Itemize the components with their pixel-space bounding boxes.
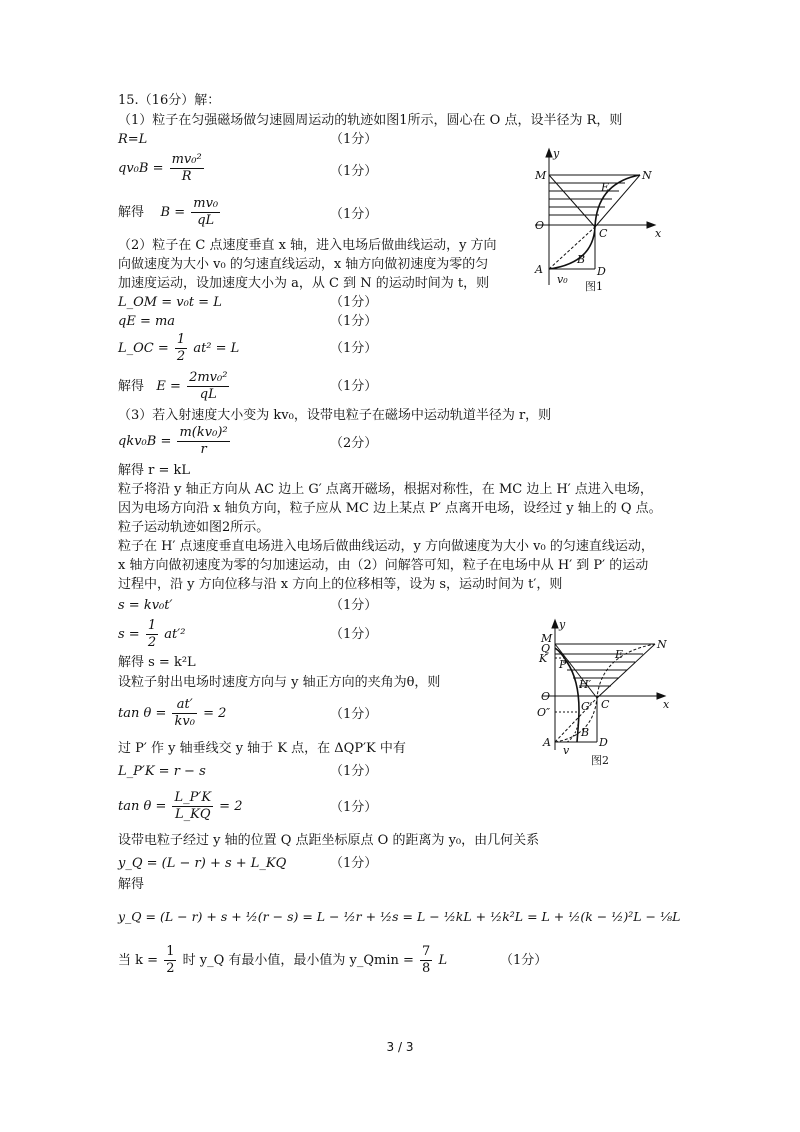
fig2-label: A — [543, 736, 551, 749]
problem-header: 15.（16分）解： — [118, 93, 221, 108]
part3-para-1: 粒子将沿 y 轴正方向从 AC 边上 G′ 点离开磁场，根据对称性，在 MC 边上 H′ 点进入电场， — [118, 482, 653, 497]
mark: （1分） — [330, 295, 378, 310]
line-NC — [597, 644, 655, 698]
fig2-label: M — [541, 632, 553, 645]
fig1-label: E — [601, 181, 610, 194]
part2-eq2: qE = ma — [118, 314, 176, 329]
figure-1 — [515, 145, 675, 295]
fig2-label: P′ — [559, 658, 569, 671]
fig1-caption: 图1 — [585, 280, 603, 293]
mark: （1分） — [330, 379, 378, 394]
fig1-label: O — [535, 219, 545, 232]
part2-solve-E: 解得 E = $\frac{\text{2mv₀²}}{qL}$ — [118, 370, 228, 402]
part3-eq6: tan θ = $\frac{L\_P'K}{L\_KQ}$ = 2 — [118, 790, 243, 822]
fig2-label: v — [563, 744, 570, 757]
part3-eq8: y_Q = (L − r) + s + ½(r − s) = L − ½r + ½s = L − ½kL + ½k²L = L + ½(k − ½)²L − ⅛L — [118, 909, 681, 924]
fig2-label: x — [663, 698, 670, 711]
part3-eq7: y_Q = (L − r) + s + L_KQ — [118, 856, 287, 871]
fig2-label: N — [657, 638, 667, 651]
fig2-label: B — [581, 726, 590, 739]
part2-eq1: L_OM = v₀t = L — [118, 295, 222, 310]
part3-solve-s: 解得 s = k²L — [118, 655, 196, 670]
mark: （1分） — [330, 132, 378, 147]
mark: （1分） — [330, 707, 378, 722]
part1-intro: （1）粒子在匀强磁场做匀速圆周运动的轨迹如图1所示，圆心在 O 点，设半径为 R，则 — [118, 113, 623, 128]
fig1-label: C — [599, 227, 608, 240]
part3-eq3: s = $\frac{1}{2}$ at′² — [118, 618, 186, 650]
part3-para-7: 设粒子射出电场时速度方向与 y 轴正方向的夹角为θ，则 — [118, 675, 441, 690]
part3-para-4: 粒子在 H′ 点速度垂直电场进入电场后做曲线运动，y 方向做速度为大小 v₀ 的匀速直线运动， — [118, 539, 654, 554]
fig1-label: M — [535, 169, 547, 182]
part3-eq2: s = kv₀t′ — [118, 598, 173, 613]
fig1-label: N — [642, 169, 652, 182]
fig2-caption: 图2 — [591, 754, 609, 767]
part3-para-3: 粒子运动轨迹如图2所示。 — [118, 520, 270, 535]
fig2-label: C — [601, 698, 610, 711]
fig1-label: v₀ — [557, 273, 568, 286]
mark: （1分） — [330, 314, 378, 329]
mark: （1分） — [330, 341, 378, 356]
part3-para-6: 过程中，沿 y 方向位移与沿 x 方向上的位移相等，设为 s，运动时间为 t′，则 — [118, 577, 563, 592]
mark: （1分） — [330, 856, 378, 871]
mark: （1分） — [330, 164, 378, 179]
mark: （1分） — [330, 627, 378, 642]
page-number: 3 / 3 — [386, 1040, 414, 1054]
y-axis-arrow — [546, 149, 552, 157]
fig1-label: x — [655, 227, 662, 240]
part3-eq1: qkv₀B = $\frac{\text{m(kv₀)²}}{r}$ — [118, 425, 228, 457]
fig2-label: O — [541, 690, 551, 703]
part1-solve-B: 解得 B = $\frac{\text{mv₀}}{qL}$ — [118, 196, 219, 228]
part1-radius-eq: R=L — [118, 132, 148, 147]
fig2-label: E — [615, 648, 624, 661]
part3-eq5: L_P′K = r − s — [118, 764, 206, 779]
fig2-label: O″ — [537, 706, 551, 719]
part2-intro-1: （2）粒子在 C 点速度垂直 x 轴，进入电场后做曲线运动，y 方向 — [118, 238, 497, 253]
mark: （1分） — [330, 764, 378, 779]
part3-final: 当 k = $\frac{1}{2}$ 时 y_Q 有最小值，最小值为 y_Qmin = $\frac{7}{8}$ L — [118, 944, 448, 976]
part2-eq3: L_OC = $\frac{1}{2}$ at² = L — [118, 332, 240, 364]
part3-solve-yq: 解得 — [118, 877, 145, 892]
fig2-label: H′ — [579, 678, 592, 691]
part3-solve-r: 解得 r = kL — [118, 463, 191, 478]
part3-para-8: 过 P′ 作 y 轴垂线交 y 轴于 K 点，在 ΔQP′K 中有 — [118, 741, 406, 756]
mark: （1分） — [330, 800, 378, 815]
part3-para-2: 因为电场方向沿 x 轴负方向，粒子应从 MC 边上某点 P′ 点离开电场，设经过 y 轴上的 Q 点。 — [118, 501, 662, 516]
fig2-label: K — [539, 652, 548, 665]
fig1-label: y — [553, 147, 560, 160]
mark: （1分） — [330, 207, 378, 222]
mark: （1分） — [500, 953, 548, 968]
fig2-label: y — [559, 618, 566, 631]
fig2-label: G′ — [581, 700, 593, 713]
part3-para-9: 设带电粒子经过 y 轴的位置 Q 点距坐标原点 O 的距离为 y₀，由几何关系 — [118, 833, 540, 848]
part3-intro: （3）若入射速度大小变为 kv₀，设带电粒子在磁场中运动轨道半径为 r，则 — [118, 408, 552, 423]
x-axis-arrow — [647, 222, 655, 228]
part3-eq4: tan θ = $\frac{at'}{\text{kv₀}}$ = 2 — [118, 697, 227, 729]
mark: （2分） — [330, 436, 378, 451]
fig1-label: D — [597, 265, 606, 278]
part1-force-eq: qv₀B = $\frac{\text{mv₀²}}{R}$ — [118, 152, 202, 184]
part3-para-5: x 轴方向做初速度为零的匀加速运动，由（2）问解答可知，粒子在电场中从 H′ 到 P′ 的运动 — [118, 558, 649, 573]
part2-intro-3: 加速度运动，设加速度大小为 a，从 C 到 N 的运动时间为 t，则 — [118, 276, 490, 291]
fig2-label: Q — [541, 642, 551, 655]
fig2-label: D — [599, 736, 608, 749]
fig1-label: A — [535, 263, 543, 276]
mark: （1分） — [330, 598, 378, 613]
fig1-label: B — [577, 253, 586, 266]
figure-2 — [515, 618, 675, 768]
part2-intro-2: 向做速度为大小 v₀ 的匀速直线运动，x 轴方向做初速度为零的匀 — [118, 257, 489, 272]
